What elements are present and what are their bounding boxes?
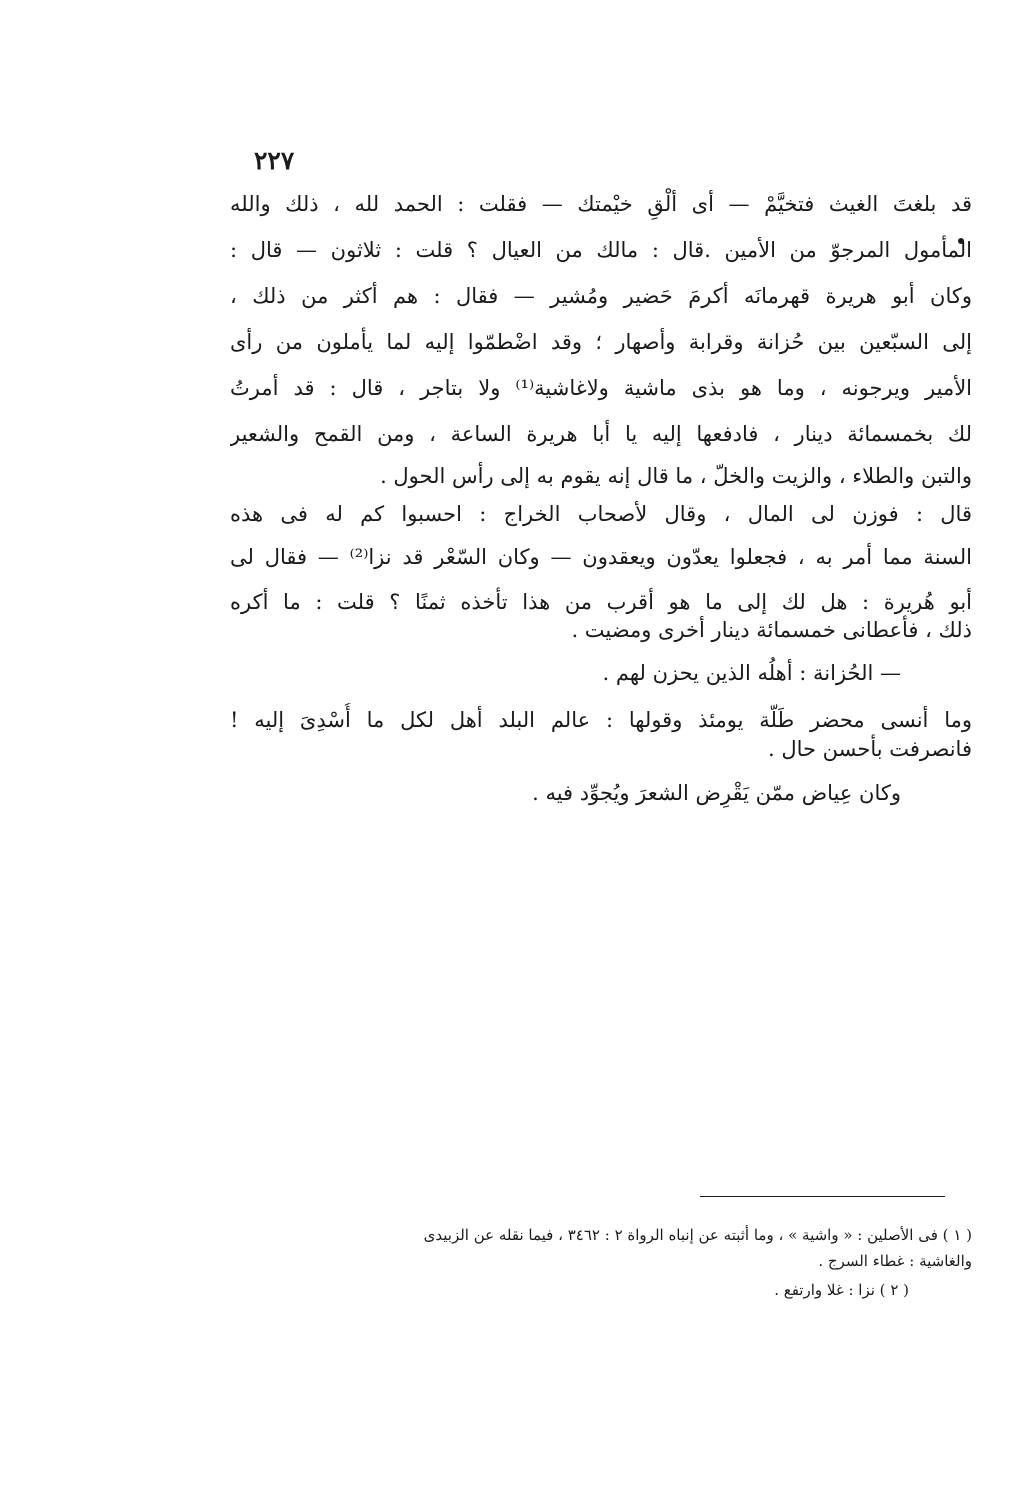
page-number: ٢٢٧: [254, 146, 295, 175]
text-line: — الحُزانة : أهلُه الذين يحزن لهم .: [602, 661, 901, 685]
text-line: فانصرفت بأحسن حال .: [767, 737, 972, 761]
text-line: أبو هُريرة : هل لك إلى ما هو أقرب من هذا تأخذه ثمنًا ؟ قلت : ما أكره: [230, 590, 972, 614]
text-line: والتبن والطلاء ، والزيت والخلّ ، ما قال إنه يقوم به إلى رأس الحول .: [380, 464, 972, 488]
text-line: الأمير ويرجونه ، وما هو بذى ماشية ولاغاشية⁽¹⁾ ولا بتاجر ، قال : قد أمرتُ: [230, 376, 972, 400]
footnote-line: والغاشية : غطاء السرج .: [818, 1252, 972, 1270]
text-line: السنة مما أمر به ، فجعلوا يعدّون ويعقدون — وكان السّعْر قد نزا⁽²⁾ — فقال لى: [230, 545, 972, 569]
text-line: إلى السبّعين بين حُزانة وقرابة وأصهار ؛ وقد اضْطمّوا إليه لما يأملون من رأى: [230, 330, 972, 354]
text-line: قال : فوزن لى المال ، وقال لأصحاب الخراج : احسبوا كم له فى هذه: [230, 502, 972, 526]
text-line: وكان عِياض ممّن يَقْرِض الشعرَ ويُجوِّد فيه .: [532, 781, 901, 805]
footnote-line: ( ١ ) فى الأصلين : « واشية » ، وما أثبته عن إنباه الرواة ٢ : ٣٤٦٢ ، فيما نقله عن الزبيدى: [423, 1226, 972, 1244]
text-line: قد بلغتَ الغيث فتخيَّمْ — أى ألْقِ خيْمتك — فقلت : الحمد لله ، ذلك والله: [230, 192, 972, 216]
footnote-line: ( ٢ ) نزا : غلا وارتفع .: [774, 1281, 909, 1299]
text-line: المأمول المرجوّ من الأمين .قال : مالك من العيال ؟ قلت : ثلاثون — قال :: [230, 238, 972, 262]
text-line: لك بخمسمائة دينار ، فادفعها إليه يا أبا هريرة الساعة ، ومن القمح والشعير: [230, 422, 972, 446]
text-line: وكان أبو هريرة قهرمانَه أكرمَ حَضير ومُشير — فقال : هم أكثر من ذلك ،: [230, 284, 972, 308]
text-line: ذلك ، فأعطانى خمسمائة دينار أخرى ومضيت .: [571, 618, 972, 642]
text-line: وما أنسى محضر طَلّة يومئذ وقولها : عالم البلد أهل لكل ما أُسْدِىَ إليه !: [230, 708, 972, 732]
footnote-divider: [700, 1196, 945, 1197]
